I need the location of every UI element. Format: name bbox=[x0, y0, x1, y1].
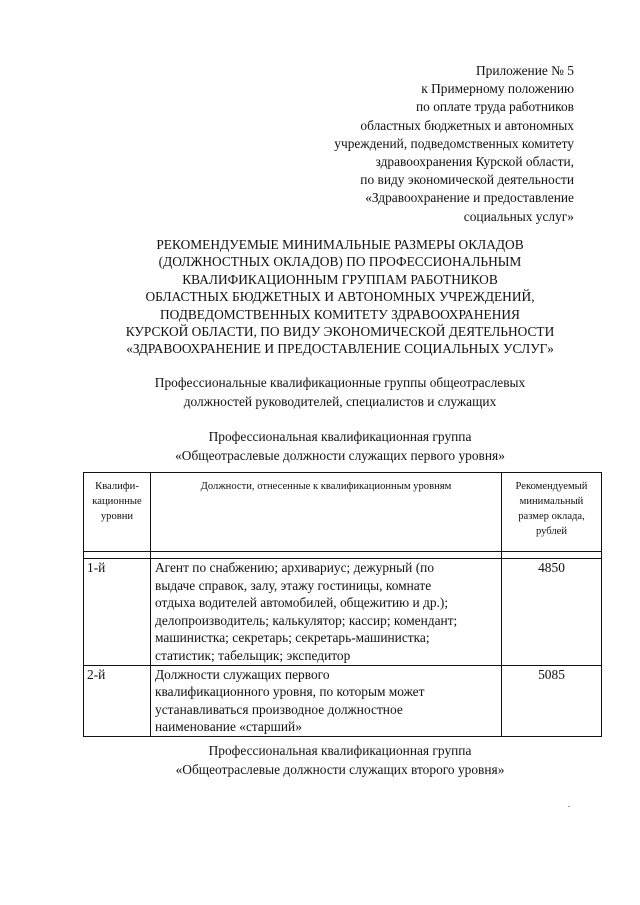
group-heading-line: «Общеотраслевые должности служащих первого уровня» bbox=[175, 448, 505, 463]
table-row bbox=[84, 559, 602, 666]
table-spacer-row bbox=[84, 552, 602, 559]
position-line: наименование «старший» bbox=[155, 719, 302, 735]
title-line: ОБЛАСТНЫХ БЮДЖЕТНЫХ И АВТОНОМНЫХ УЧРЕЖДЕНИЙ, bbox=[145, 289, 535, 305]
positions-cell bbox=[151, 559, 502, 666]
header-text: Рекомендуемый bbox=[515, 481, 588, 492]
appendix-line: Приложение № 5 bbox=[475, 63, 574, 78]
level-cell: 1-й bbox=[84, 559, 151, 666]
scan-speck bbox=[568, 806, 570, 807]
position-line: статистик; табельщик; экспедитор bbox=[155, 647, 351, 663]
section-subtitle bbox=[0, 373, 640, 411]
title-line: КУРСКОЙ ОБЛАСТИ, ПО ВИДУ ЭКОНОМИЧЕСКОЙ ДЕЯТЕЛЬНОСТИ bbox=[125, 324, 555, 340]
position-line: Должности служащих первого bbox=[155, 666, 330, 682]
position-line: делопроизводитель; калькулятор; кассир; комендант; bbox=[155, 612, 458, 628]
header-text: рублей bbox=[535, 526, 568, 537]
position-line: квалификационного уровня, по которым может bbox=[155, 684, 425, 700]
table-header-row bbox=[84, 473, 602, 552]
appendix-note bbox=[214, 62, 574, 226]
title-line: «ЗДРАВООХРАНЕНИЕ И ПРЕДОСТАВЛЕНИЕ СОЦИАЛЬНЫХ УСЛУГ» bbox=[126, 341, 554, 357]
appendix-line: социальных услуг» bbox=[463, 208, 574, 224]
position-line: отдыха водителей автомобилей, общежитию и др.); bbox=[155, 595, 449, 611]
salary-cell: 4850 bbox=[502, 559, 602, 666]
subtitle-line: Профессиональные квалификационные группы общеотраслевых bbox=[154, 375, 526, 390]
spacer-cell bbox=[502, 552, 602, 559]
group-heading-first-level bbox=[0, 427, 640, 465]
salary-cell: 5085 bbox=[502, 665, 602, 736]
appendix-line: учреждений, подведомственных комитету bbox=[334, 135, 574, 151]
document-title bbox=[0, 236, 640, 358]
header-text: уровни bbox=[100, 511, 134, 522]
header-text: минимальный bbox=[519, 496, 584, 507]
appendix-line: «Здравоохранение и предоставление bbox=[365, 190, 574, 206]
subtitle-line: должностей руководителей, специалистов и служащих bbox=[183, 394, 497, 409]
level-cell: 2-й bbox=[84, 665, 151, 736]
positions-cell bbox=[151, 665, 502, 736]
appendix-line: к Примерному положению bbox=[421, 81, 574, 97]
header-text: кационные bbox=[92, 496, 142, 507]
position-line: Агент по снабжению; архивариус; дежурный (по bbox=[155, 560, 435, 575]
title-line: КВАЛИФИКАЦИОННЫМ ГРУППАМ РАБОТНИКОВ bbox=[182, 271, 498, 287]
appendix-line: областных бюджетных и автономных bbox=[360, 117, 574, 133]
header-text: Должности, отнесенные к квалификационным уровням bbox=[200, 481, 452, 492]
position-line: выдаче справок, залу, этажу гостиницы, комнате bbox=[155, 577, 432, 593]
salary-table bbox=[83, 472, 602, 737]
header-text: Квалифи- bbox=[95, 481, 139, 492]
spacer-cell bbox=[151, 552, 502, 559]
group-heading-second-level bbox=[0, 741, 640, 779]
header-text: размер оклада, bbox=[518, 511, 585, 522]
header-level bbox=[84, 473, 151, 552]
position-line: устанавливаться производное должностное bbox=[155, 701, 403, 717]
spacer-cell bbox=[84, 552, 151, 559]
appendix-line: здравоохранения Курской области, bbox=[375, 154, 574, 170]
table-row bbox=[84, 665, 602, 736]
title-line: РЕКОМЕНДУЕМЫЕ МИНИМАЛЬНЫЕ РАЗМЕРЫ ОКЛАДОВ bbox=[156, 237, 524, 252]
position-line: машинистка; секретарь; секретарь-машинистка; bbox=[155, 630, 430, 646]
header-salary bbox=[502, 473, 602, 552]
header-positions bbox=[151, 473, 502, 552]
title-line: (ДОЛЖНОСТНЫХ ОКЛАДОВ) ПО ПРОФЕССИОНАЛЬНЫМ bbox=[158, 254, 522, 270]
group-heading-line: Профессиональная квалификационная группа bbox=[208, 429, 472, 444]
appendix-line: по оплате труда работников bbox=[416, 99, 574, 115]
group-heading-line: «Общеотраслевые должности служащих второго уровня» bbox=[175, 762, 505, 777]
group-heading-line: Профессиональная квалификационная группа bbox=[208, 743, 472, 758]
appendix-line: по виду экономической деятельности bbox=[360, 172, 574, 188]
title-line: ПОДВЕДОМСТВЕННЫХ КОМИТЕТУ ЗДРАВООХРАНЕНИЯ bbox=[160, 306, 520, 322]
